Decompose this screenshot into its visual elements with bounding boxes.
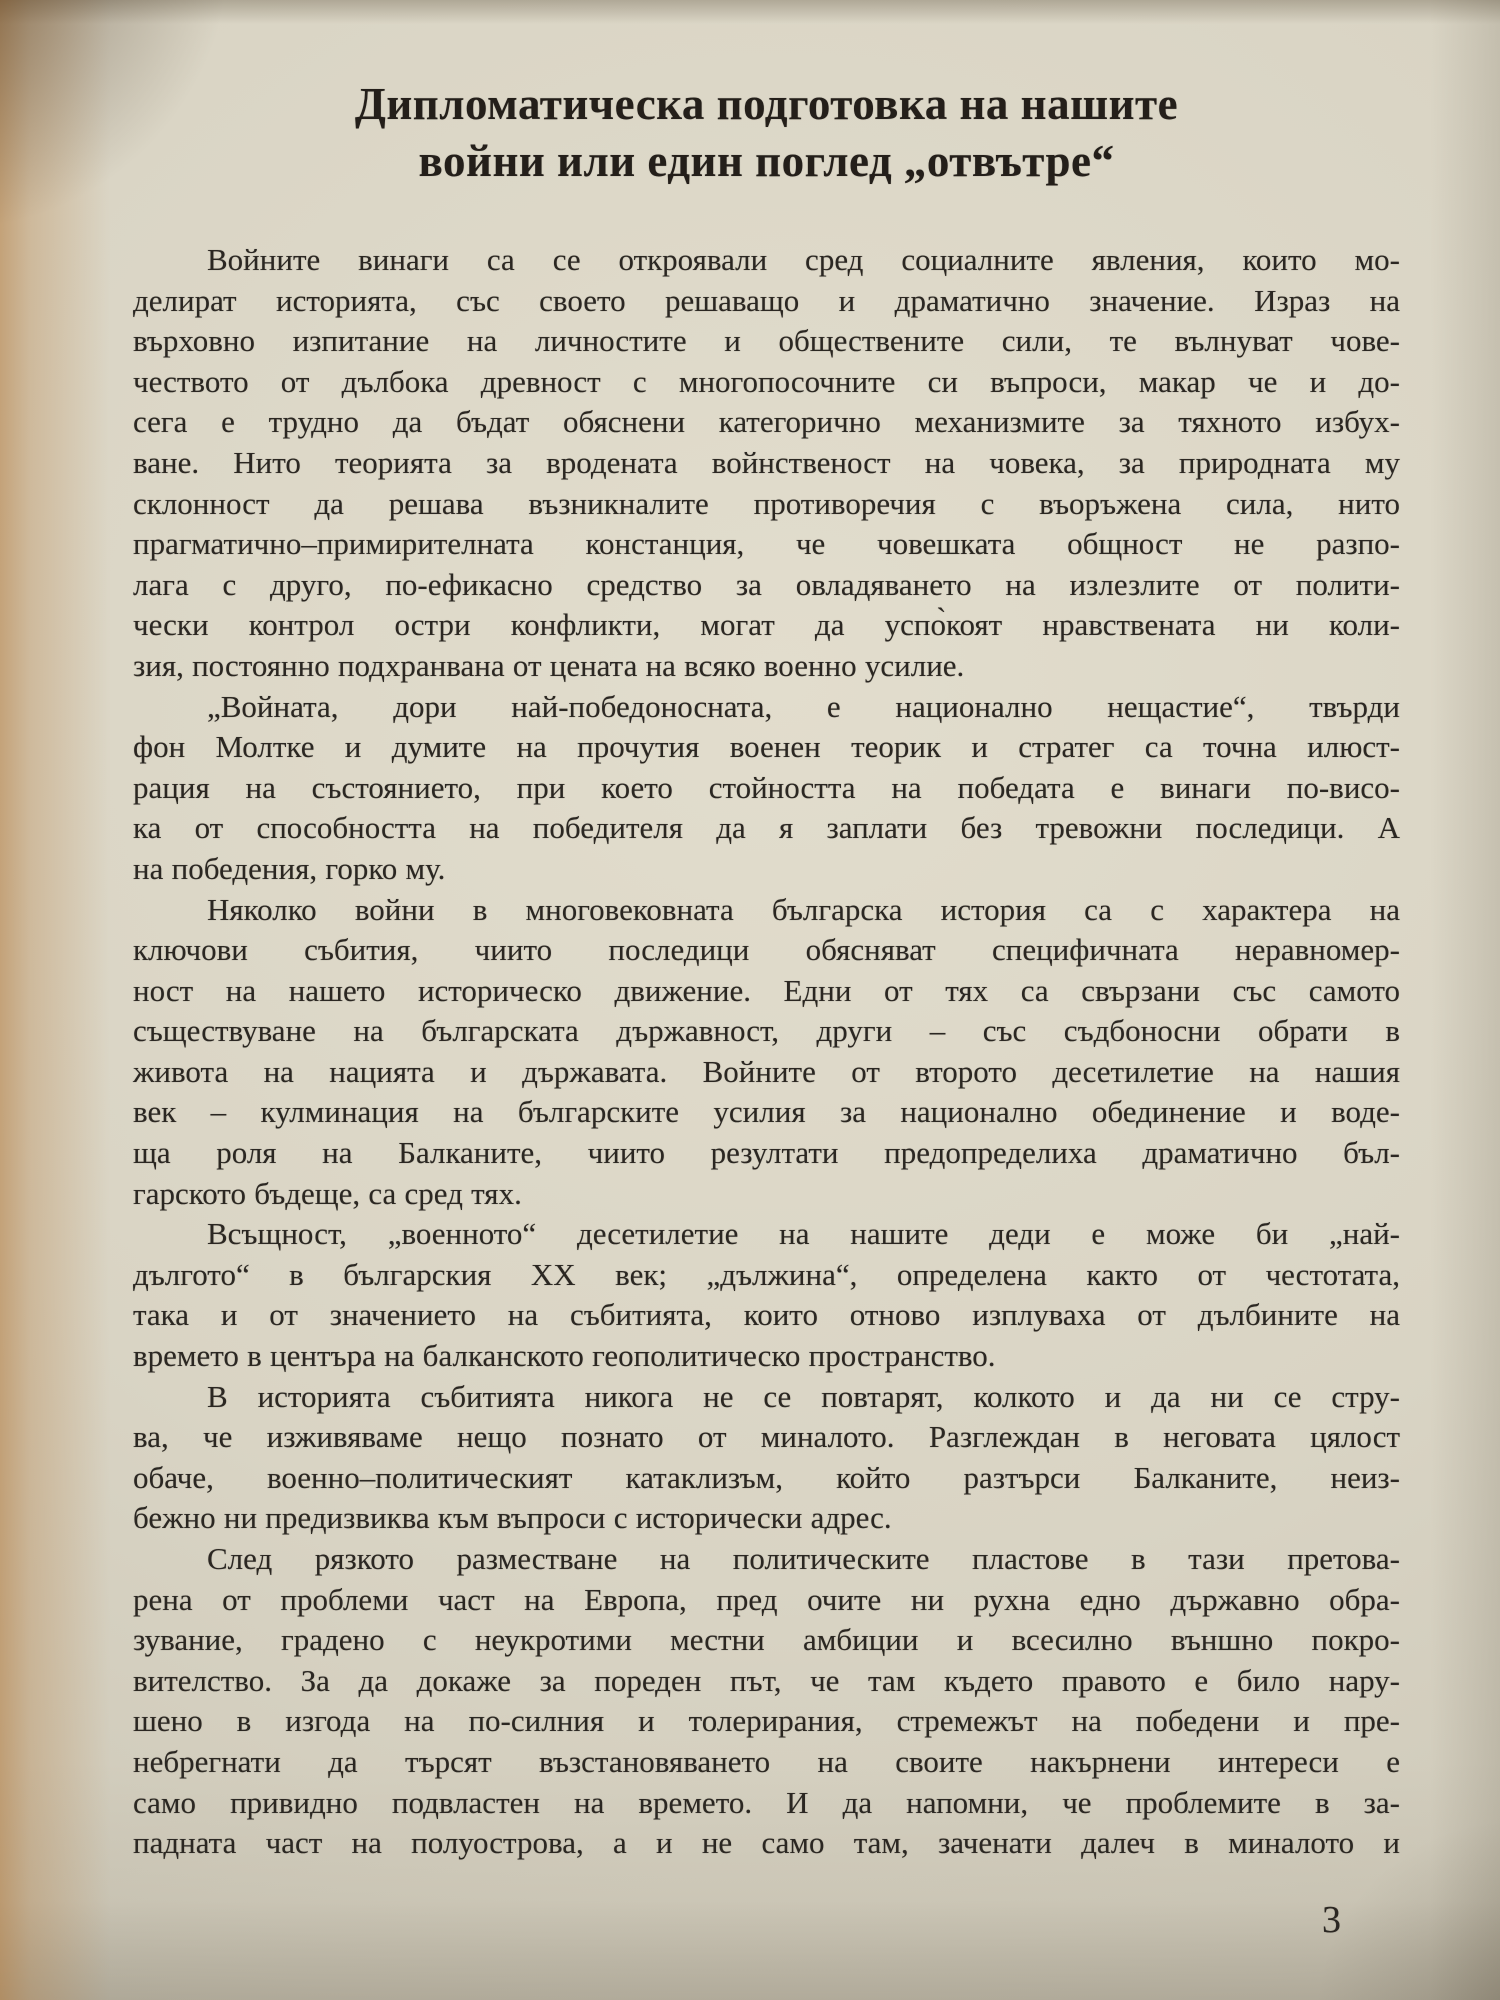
text-line: на победения, горко му. <box>133 850 446 886</box>
text-line: падната част на полуострова, а и не само там, заченати далеч в миналото и <box>133 1825 1400 1861</box>
text-line: времето в центъра на балканското геополитическо пространство. <box>133 1338 996 1374</box>
chapter-title-line2: войни или един поглед „отвътре“ <box>418 136 1115 186</box>
text-line: склонност да решава възникналите противоречия с въоръжена сила, нито <box>133 485 1400 521</box>
text-line: съществуване на българската държавност, други – със съдбоносни обрати в <box>133 1013 1400 1049</box>
text-line: зия, постоянно подхранвана от цената на всяко военно усилие. <box>133 647 965 683</box>
text-line: След рязкото разместване на политическите пластове в тази претова- <box>207 1541 1400 1576</box>
text-line: гарското бъдеще, са сред тях. <box>133 1175 522 1211</box>
text-line: В историята събитията никога не се повтарят, колкото и да ни се стру- <box>207 1378 1400 1414</box>
body-text <box>133 240 1400 1864</box>
text-line: век – кулминация на българските усилия за национално обединение и воде- <box>133 1094 1400 1130</box>
text-line: върховно изпитание на личностите и обществените сили, те вълнуват чове- <box>133 323 1400 359</box>
text-line: така и от значението на събитията, които отново изплуваха от дълбините на <box>133 1297 1400 1333</box>
text-line: делират историята, със своето решаващо и драматично значение. Израз на <box>133 282 1400 318</box>
chapter-title-line1: Дипломатическа подготовка на нашите <box>354 79 1179 129</box>
text-line: шено в изгода на по-силния и толерирания, стремежът на победени и пре- <box>133 1703 1400 1739</box>
text-line: ване. Нито теорията за вродената войнственост на човека, за природната му <box>133 444 1400 480</box>
text-line: чеството от дълбока древност с многопосочните си въпроси, макар че и до- <box>133 363 1400 399</box>
chapter-title <box>133 76 1400 190</box>
text-line: само привидно подвластен на времето. И да напомни, че проблемите в за- <box>133 1784 1400 1820</box>
text-line: фон Молтке и думите на прочутия военен теорик и стратег са точна илюст- <box>133 729 1400 765</box>
text-line: „Войната, дори най-победоносната, е национално нещастие“, твърди <box>207 688 1400 724</box>
text-line: ключови събития, чиито последици обясняват специфичната неравномер- <box>133 932 1400 968</box>
text-line: ща роля на Балканите, чиито резултати предопределиха драматично бъл- <box>133 1135 1400 1171</box>
text-line: Всъщност, „военното“ десетилетие на нашите деди е може би „най- <box>207 1216 1400 1252</box>
text-line: бежно ни предизвиква към въпроси с исторически адрес. <box>133 1500 892 1536</box>
text-line: ност на нашето историческо движение. Едни от тях са свързани със самото <box>133 972 1400 1008</box>
text-line: рация на състоянието, при което стойността на победата е винаги по-висо- <box>133 769 1400 805</box>
text-line: вителство. За да докаже за пореден път, че там където правото е било нару- <box>133 1662 1400 1698</box>
text-line: живота на нацията и държавата. Войните от второто десетилетие на нашия <box>133 1053 1400 1089</box>
text-line: чески контрол остри конфликти, могат да успо̀коят нравствената ни коли- <box>133 607 1400 643</box>
text-line: Няколко войни в многовековната българска история са с характера на <box>207 891 1400 927</box>
text-line: небрегнати да търсят възстановяването на своите накърнени интереси е <box>133 1743 1400 1779</box>
text-line: дългото“ в българския ХХ век; „дължина“, определена както от честотата, <box>133 1256 1400 1292</box>
text-line: ка от способността на победителя да я заплати без тревожни последици. А <box>133 810 1400 846</box>
text-line: сега е трудно да бъдат обяснени категорично механизмите за тяхното избух- <box>133 404 1400 440</box>
text-line: зувание, градено с неукротими местни амбиции и всесилно външно покро- <box>133 1622 1400 1658</box>
text-line: лага с друго, по-ефикасно средство за овладяването на излезлите от полити- <box>133 566 1400 602</box>
text-line: ва, че изживяваме нещо познато от миналото. Разглеждан в неговата цялост <box>133 1419 1400 1455</box>
text-line: Войните винаги са се откроявали сред социалните явления, които мо- <box>207 242 1400 277</box>
text-line: рена от проблеми част на Европа, пред очите ни рухна едно държавно обра- <box>133 1581 1400 1617</box>
page-number: 3 <box>1322 1899 1341 1941</box>
text-line: прагматично–примирителната констанция, че човешката общност не разпо- <box>133 526 1400 562</box>
text-line: обаче, военно–политическият катаклизъм, който разтърси Балканите, неиз- <box>133 1459 1400 1495</box>
